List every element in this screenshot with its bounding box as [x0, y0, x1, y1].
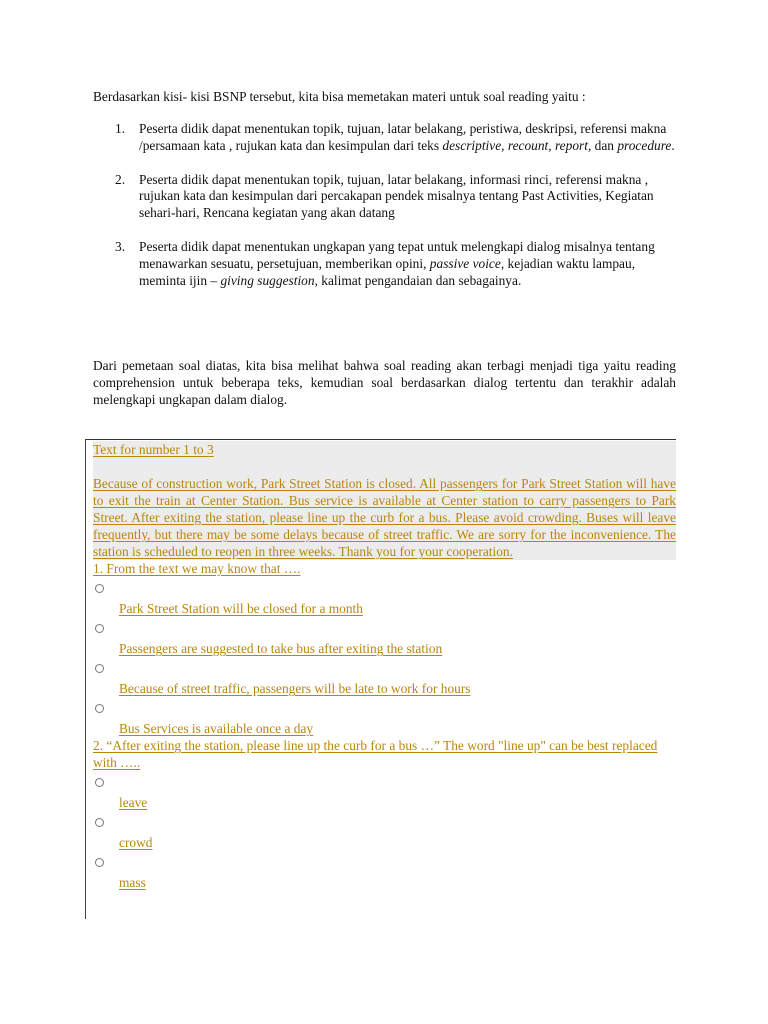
quiz-left-border — [85, 439, 86, 919]
answer-option[interactable] — [93, 811, 676, 851]
list-italic: passive voice — [429, 255, 501, 271]
question-1-options — [93, 577, 676, 737]
radio-button[interactable] — [95, 584, 104, 593]
radio-button[interactable] — [95, 858, 104, 867]
quiz-section — [93, 441, 676, 891]
list-item — [93, 172, 683, 222]
list-text: , kejadian waktu lampau, meminta ijin – — [139, 255, 636, 288]
answer-label[interactable]: leave — [119, 795, 148, 810]
list-number: 3. — [115, 238, 126, 254]
answer-label[interactable]: Bus Services is available once a day — [119, 721, 314, 736]
radio-button[interactable] — [95, 818, 104, 827]
list-italic: descriptive, recount, report, — [442, 137, 592, 153]
answer-option[interactable] — [93, 617, 676, 657]
quiz-top-border — [86, 439, 676, 440]
radio-button[interactable] — [95, 704, 104, 713]
answer-label[interactable]: Park Street Station will be closed for a month — [119, 601, 363, 616]
list-text: Peserta didik dapat menentukan ungkapan yang tepat untuk melengkapi dialog misalnya tentang menawarkan sesuatu, persetujuan, memberikan opini, — [139, 238, 655, 271]
answer-option[interactable] — [93, 697, 676, 737]
answer-label[interactable]: Passengers are suggested to take bus after exiting the station — [119, 641, 443, 656]
reading-text: Because of construction work, Park Street Station is closed. All passengers for Park Street Station will have to exit the train at Center Station. Bus service is available at Center station to carry passengers to Park Street. After exiting the station, please line up the curb for a bus. Please avoid crowding. Buses will leave frequently, but there may be some delays because of street traffic. We are sorry for the inconvenience. The station is scheduled to reopen in three weeks. Thank you for your cooperation. — [93, 476, 676, 559]
list-italic: giving suggestion — [220, 272, 315, 288]
list-item — [93, 121, 683, 155]
spacer — [93, 458, 676, 475]
radio-button[interactable] — [95, 664, 104, 673]
answer-option[interactable] — [93, 657, 676, 697]
question-1-prompt: 1. From the text we may know that …. — [93, 561, 301, 576]
reading-block — [93, 441, 676, 560]
summary-paragraph: Dari pemetaan soal diatas, kita bisa melihat bahwa soal reading akan terbagi menjadi tiga yaitu reading comprehension untuk beberapa teks, kemudian soal berdasarkan dialog tertentu dan terakhir adalah melengkapi ungkapan dalam dialog. — [93, 358, 676, 407]
answer-label[interactable]: mass — [119, 875, 146, 890]
list-text: Peserta didik dapat menentukan topik, tujuan, latar belakang, peristiwa, deskripsi, referensi makna /persamaan kata , rujukan kata dan kesimpulan dari teks — [139, 121, 667, 153]
answer-label[interactable]: crowd — [119, 835, 153, 850]
question-2-prompt: 2. “After exiting the station, please line up the curb for a bus …” The word "line up" can be best replaced with ….. — [93, 738, 658, 770]
radio-button[interactable] — [95, 624, 104, 633]
list-text: , kalimat pengandaian dan sebagainya. — [314, 272, 522, 288]
list-text: dan — [591, 137, 618, 153]
list-italic: procedure — [617, 137, 672, 153]
intro-paragraph: Berdasarkan kisi- kisi BSNP tersebut, kita bisa memetakan materi untuk soal reading yaitu : — [93, 89, 586, 104]
answer-label[interactable]: Because of street traffic, passengers will be late to work for hours — [119, 681, 471, 696]
list-item — [93, 239, 683, 289]
answer-option[interactable] — [93, 577, 676, 617]
answer-option[interactable] — [93, 851, 676, 891]
answer-option[interactable] — [93, 771, 676, 811]
list-number: 2. — [115, 171, 126, 187]
radio-button[interactable] — [95, 778, 104, 787]
text-heading: Text for number 1 to 3 — [93, 442, 214, 457]
material-list — [93, 121, 683, 306]
list-number: 1. — [115, 121, 126, 136]
question-2-options — [93, 771, 676, 891]
list-text: Peserta didik dapat menentukan topik, tujuan, latar belakang, informasi rinci, referensi makna , rujukan kata dan kesimpulan dari percakapan pendek misalnya tentang Past Activities, Kegiatan sehari-hari, Rencana kegiatan yang akan datang — [139, 171, 654, 221]
list-text: . — [671, 137, 675, 153]
